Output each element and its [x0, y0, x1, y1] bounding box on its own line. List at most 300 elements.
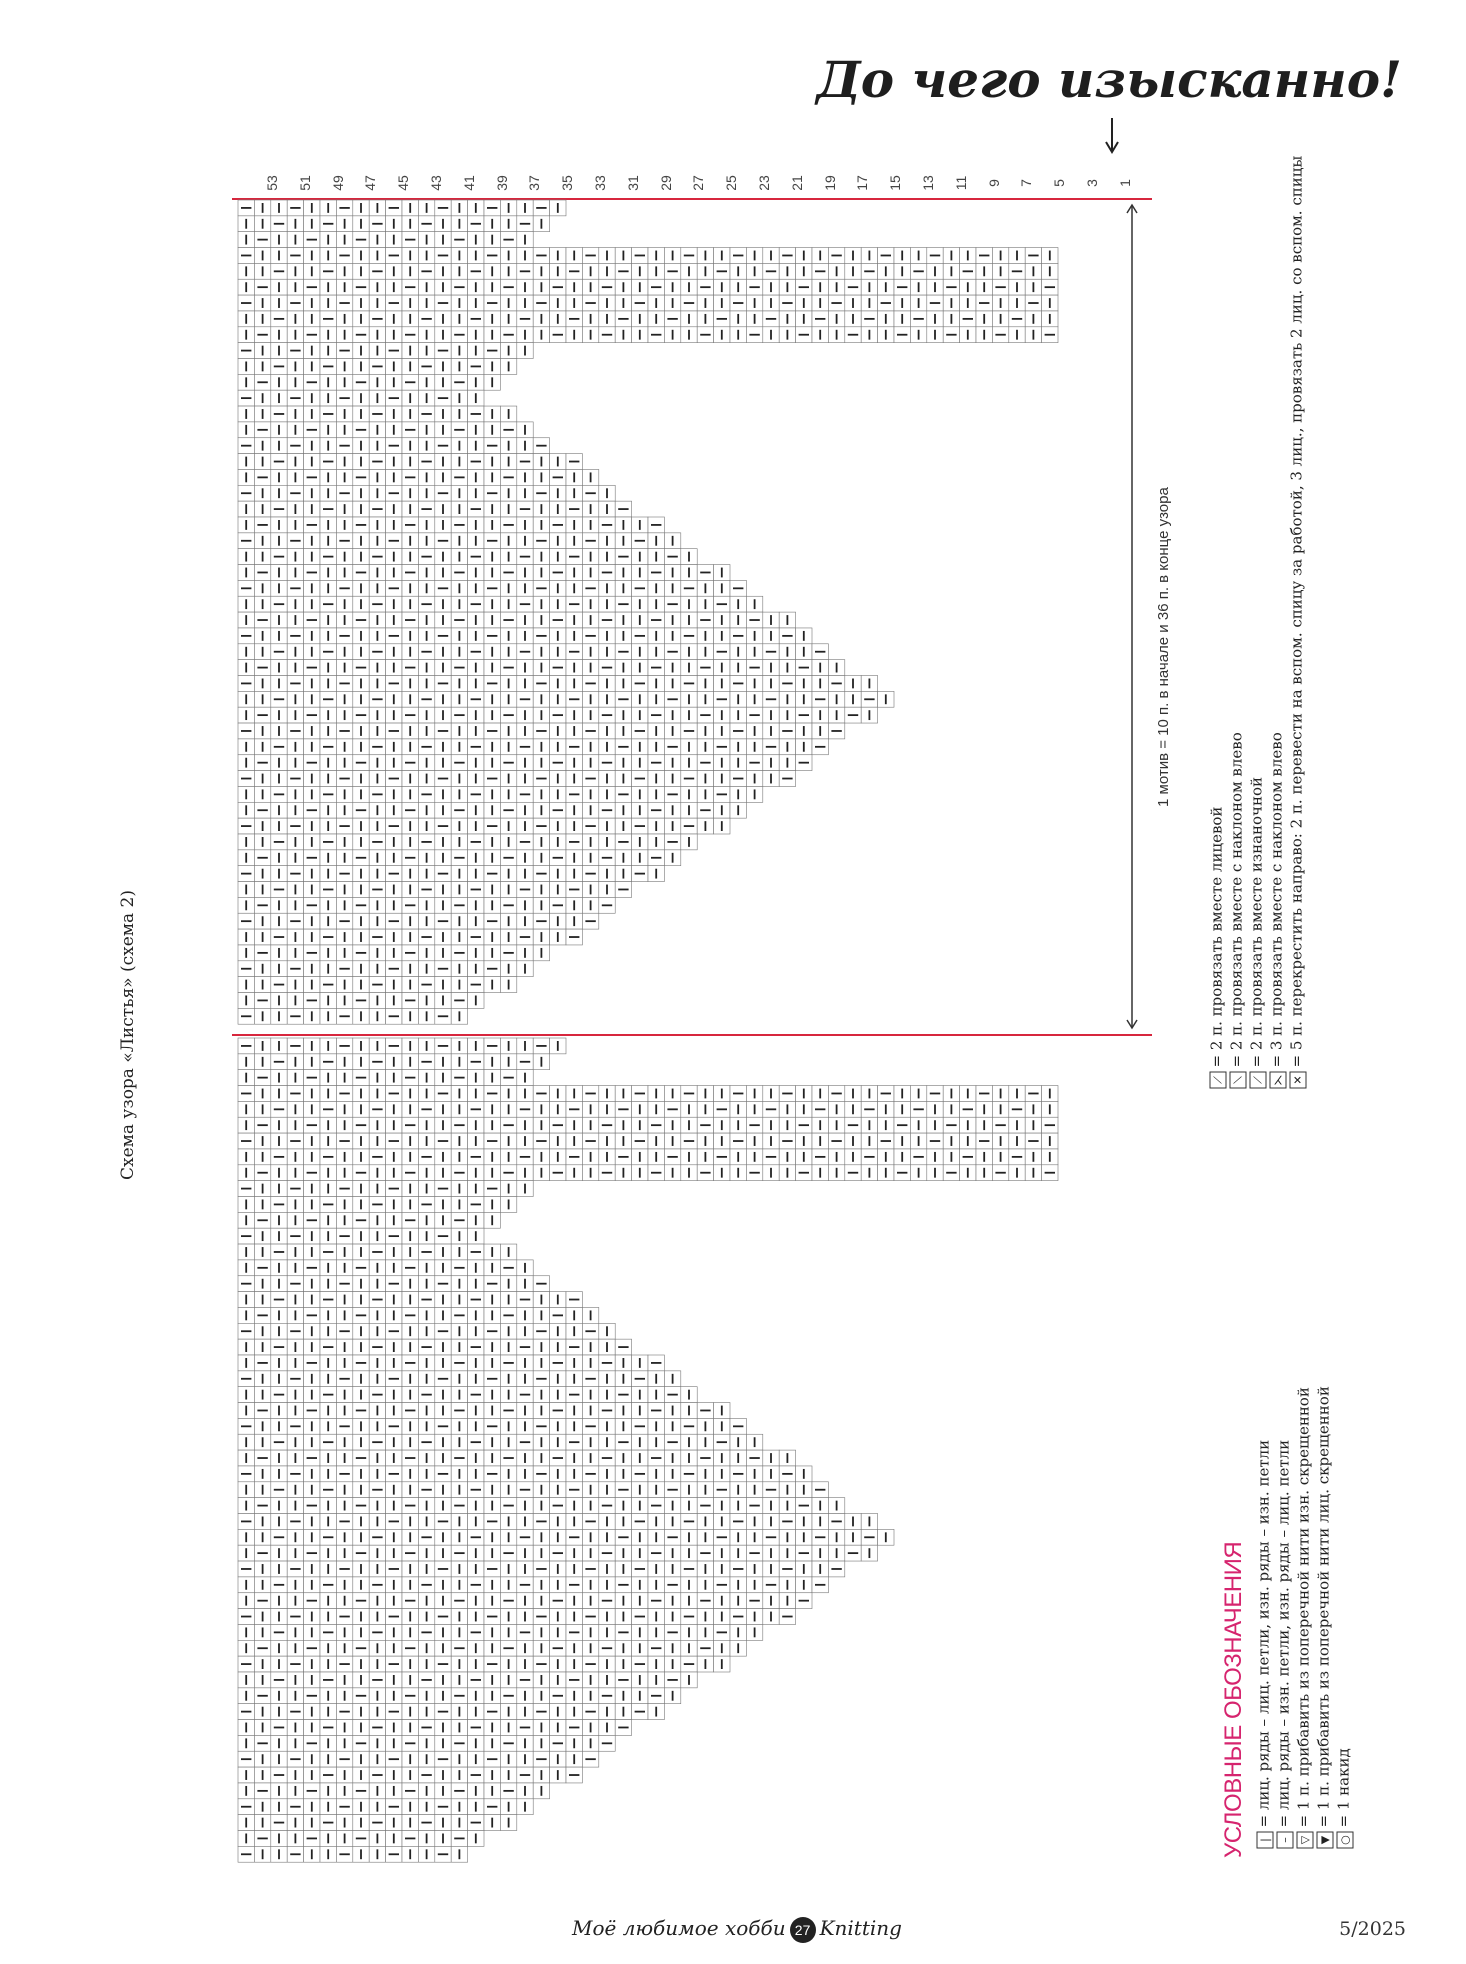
chart-cell	[369, 216, 385, 232]
chart-cell	[468, 882, 484, 898]
chart-cell	[287, 771, 303, 787]
chart-cell	[648, 1418, 664, 1434]
chart-cell	[402, 866, 418, 882]
chart-cell	[254, 1514, 270, 1530]
chart-cell	[468, 469, 484, 485]
chart-cell	[533, 1276, 549, 1292]
chart-cell	[435, 723, 451, 739]
chart-cell	[451, 691, 467, 707]
chart-cell	[615, 612, 631, 628]
chart-cell	[271, 406, 287, 422]
chart-cell	[894, 1149, 910, 1165]
chart-cell	[714, 1466, 730, 1482]
chart-cell	[500, 469, 516, 485]
chart-cell	[320, 1355, 336, 1371]
chart-cell	[451, 1149, 467, 1165]
chart-cell	[812, 1101, 828, 1117]
chart-cell	[418, 1008, 434, 1024]
chart-cell	[550, 295, 566, 311]
chart-cell	[271, 517, 287, 533]
chart-cell	[681, 1434, 697, 1450]
chart-cell	[353, 628, 369, 644]
chart-cell	[681, 1498, 697, 1514]
chart-cell	[402, 517, 418, 533]
chart-cell	[582, 676, 598, 692]
chart-cell	[468, 1450, 484, 1466]
chart-cell	[714, 596, 730, 612]
chart-cell	[1009, 311, 1025, 327]
chart-cell	[435, 691, 451, 707]
chart-cell	[271, 565, 287, 581]
chart-cell	[336, 1070, 352, 1086]
chart-cell	[336, 580, 352, 596]
chart-cell	[812, 263, 828, 279]
chart-cell	[369, 993, 385, 1009]
chart-cell	[238, 676, 254, 692]
chart-cell	[779, 1529, 795, 1545]
chart-cell	[418, 1323, 434, 1339]
chart-cell	[271, 1403, 287, 1419]
chart-cell	[451, 343, 467, 359]
chart-cell	[927, 1133, 943, 1149]
chart-cell	[796, 644, 812, 660]
chart-cell	[418, 1545, 434, 1561]
chart-cell	[828, 279, 844, 295]
chart-cell	[910, 327, 926, 343]
chart-cell	[550, 739, 566, 755]
chart-cell	[828, 691, 844, 707]
chart-cell	[763, 1498, 779, 1514]
chart-cell	[517, 818, 533, 834]
chart-cell	[878, 1529, 894, 1545]
chart-cell	[927, 248, 943, 264]
chart-cell	[550, 501, 566, 517]
chart-cell	[402, 691, 418, 707]
chart-cell	[714, 1545, 730, 1561]
chart-cell	[238, 882, 254, 898]
chart-cell	[271, 1355, 287, 1371]
chart-cell	[484, 882, 500, 898]
chart-cell	[664, 248, 680, 264]
chart-cell	[566, 469, 582, 485]
chart-cell	[599, 1086, 615, 1102]
chart-cell	[697, 596, 713, 612]
chart-cell	[566, 1117, 582, 1133]
chart-cell	[271, 1086, 287, 1102]
chart-cell	[714, 771, 730, 787]
chart-cell	[681, 771, 697, 787]
chart-cell	[1025, 1133, 1041, 1149]
chart-cell	[287, 691, 303, 707]
chart-cell	[320, 612, 336, 628]
chart-cell	[615, 1133, 631, 1149]
chart-cell	[1042, 311, 1058, 327]
chart-cell	[484, 1434, 500, 1450]
chart-cell	[500, 596, 516, 612]
chart-cell	[664, 1482, 680, 1498]
chart-cell	[238, 263, 254, 279]
chart-cell	[287, 1387, 303, 1403]
chart-cell	[254, 1466, 270, 1482]
chart-cell	[533, 248, 549, 264]
chart-cell	[664, 1514, 680, 1530]
chart-cell	[550, 1371, 566, 1387]
chart-cell	[353, 596, 369, 612]
chart-cell	[500, 866, 516, 882]
chart-cell	[304, 327, 320, 343]
chart-cell	[451, 327, 467, 343]
chart-cell	[254, 327, 270, 343]
chart-cell	[697, 1545, 713, 1561]
chart-cell	[484, 739, 500, 755]
chart-cell	[435, 1181, 451, 1197]
chart-cell	[517, 644, 533, 660]
chart-cell	[435, 1244, 451, 1260]
chart-cell	[517, 438, 533, 454]
chart-cell	[632, 248, 648, 264]
chart-cell	[287, 1228, 303, 1244]
chart-cell	[271, 200, 287, 216]
chart-cell	[599, 1418, 615, 1434]
chart-cell	[271, 1323, 287, 1339]
chart-cell	[254, 485, 270, 501]
chart-cell	[304, 771, 320, 787]
chart-cell	[369, 565, 385, 581]
chart-cell	[287, 263, 303, 279]
chart-cell	[533, 707, 549, 723]
chart-cell	[648, 565, 664, 581]
chart-cell	[369, 1070, 385, 1086]
chart-cell	[484, 422, 500, 438]
chart-cell	[418, 1181, 434, 1197]
chart-cell	[451, 660, 467, 676]
chart-cell	[730, 311, 746, 327]
chart-cell	[353, 676, 369, 692]
chart-cell	[435, 802, 451, 818]
chart-cell	[336, 771, 352, 787]
chart-cell	[714, 786, 730, 802]
chart-cell	[386, 1307, 402, 1323]
chart-cell	[861, 263, 877, 279]
chart-cell	[746, 263, 762, 279]
chart-cell	[304, 232, 320, 248]
chart-cell	[238, 1292, 254, 1308]
chart-cell	[976, 327, 992, 343]
chart-cell	[287, 1529, 303, 1545]
chart-cell	[976, 1101, 992, 1117]
chart-cell	[304, 961, 320, 977]
chart-cell	[402, 1514, 418, 1530]
chart-cell	[615, 1466, 631, 1482]
chart-cell	[254, 1086, 270, 1102]
chart-cell	[550, 596, 566, 612]
chart-cell	[254, 1276, 270, 1292]
chart-cell	[336, 1387, 352, 1403]
chart-cell	[550, 565, 566, 581]
chart-cell	[435, 1149, 451, 1165]
chart-cell	[451, 565, 467, 581]
chart-cell	[336, 1008, 352, 1024]
chart-cell	[517, 263, 533, 279]
chart-cell	[517, 612, 533, 628]
chart-cell	[484, 1165, 500, 1181]
chart-cell	[632, 1165, 648, 1181]
chart-cell	[550, 517, 566, 533]
chart-cell	[533, 1323, 549, 1339]
chart-cell	[320, 533, 336, 549]
chart-cell	[550, 1514, 566, 1530]
chart-cell	[287, 1545, 303, 1561]
chart-cell	[648, 327, 664, 343]
chart-cell	[845, 279, 861, 295]
chart-cell	[730, 279, 746, 295]
chart-cell	[681, 644, 697, 660]
chart-cell	[599, 644, 615, 660]
chart-cell	[730, 1117, 746, 1133]
chart-cell	[287, 1070, 303, 1086]
chart-cell	[697, 676, 713, 692]
chart-cell	[369, 676, 385, 692]
chart-cell	[517, 248, 533, 264]
chart-cell	[861, 295, 877, 311]
chart-cell	[714, 723, 730, 739]
chart-cell	[468, 1228, 484, 1244]
chart-cell	[369, 834, 385, 850]
chart-cell	[582, 1545, 598, 1561]
chart-cell	[369, 866, 385, 882]
chart-cell	[550, 1545, 566, 1561]
chart-cell	[353, 866, 369, 882]
chart-cell	[435, 1403, 451, 1419]
chart-cell	[336, 1054, 352, 1070]
chart-cell	[796, 691, 812, 707]
chart-cell	[500, 1371, 516, 1387]
chart-cell	[254, 771, 270, 787]
chart-cell	[812, 279, 828, 295]
chart-cell	[336, 311, 352, 327]
chart-cell	[238, 897, 254, 913]
chart-cell	[304, 1482, 320, 1498]
chart-cell	[517, 1450, 533, 1466]
chart-cell	[271, 1181, 287, 1197]
chart-cell	[402, 1387, 418, 1403]
chart-cell	[353, 691, 369, 707]
chart-cell	[238, 818, 254, 834]
chart-cell	[878, 1117, 894, 1133]
chart-cell	[681, 279, 697, 295]
chart-cell	[468, 897, 484, 913]
chart-cell	[418, 1529, 434, 1545]
chart-cell	[796, 279, 812, 295]
chart-cell	[451, 1403, 467, 1419]
chart-cell	[320, 834, 336, 850]
chart-cell	[402, 802, 418, 818]
chart-cell	[517, 1355, 533, 1371]
chart-cell	[648, 311, 664, 327]
chart-cell	[238, 866, 254, 882]
chart-cell	[386, 660, 402, 676]
chart-cell	[484, 1181, 500, 1197]
chart-cell	[271, 263, 287, 279]
chart-cell	[648, 1387, 664, 1403]
chart-cell	[402, 1181, 418, 1197]
chart-cell	[451, 771, 467, 787]
chart-cell	[845, 1529, 861, 1545]
chart-cell	[599, 1387, 615, 1403]
chart-cell	[517, 1323, 533, 1339]
chart-cell	[418, 422, 434, 438]
chart-cell	[681, 612, 697, 628]
chart-cell	[730, 1514, 746, 1530]
chart-cell	[648, 1403, 664, 1419]
chart-cell	[484, 580, 500, 596]
chart-cell	[353, 1514, 369, 1530]
chart-cell	[599, 1371, 615, 1387]
chart-cell	[451, 580, 467, 596]
chart-cell	[304, 263, 320, 279]
chart-cell	[599, 549, 615, 565]
chart-cell	[320, 676, 336, 692]
chart-cell	[468, 660, 484, 676]
chart-cell	[254, 565, 270, 581]
chart-cell	[796, 1466, 812, 1482]
chart-cell	[533, 469, 549, 485]
chart-cell	[615, 1514, 631, 1530]
chart-cell	[615, 660, 631, 676]
chart-cell	[599, 882, 615, 898]
chart-cell	[336, 850, 352, 866]
chart-cell	[681, 755, 697, 771]
chart-cell	[517, 723, 533, 739]
chart-cell	[648, 1086, 664, 1102]
chart-cell	[369, 517, 385, 533]
chart-cell	[238, 929, 254, 945]
chart-cell	[402, 771, 418, 787]
chart-cell	[451, 913, 467, 929]
chart-cell	[402, 406, 418, 422]
chart-cell	[681, 549, 697, 565]
chart-cell	[271, 533, 287, 549]
chart-cell	[566, 485, 582, 501]
chart-cell	[484, 1133, 500, 1149]
chart-cell	[254, 279, 270, 295]
chart-cell	[271, 295, 287, 311]
chart-cell	[500, 343, 516, 359]
chart-cell	[402, 580, 418, 596]
chart-cell	[533, 200, 549, 216]
chart-cell	[271, 866, 287, 882]
chart-cell	[992, 295, 1008, 311]
chart-cell	[779, 691, 795, 707]
chart-cell	[468, 1244, 484, 1260]
chart-cell	[697, 628, 713, 644]
chart-cell	[402, 1371, 418, 1387]
chart-cell	[500, 1434, 516, 1450]
chart-cell	[550, 1482, 566, 1498]
chart-cell	[451, 644, 467, 660]
chart-cell	[861, 248, 877, 264]
chart-cell	[763, 1450, 779, 1466]
chart-cell	[304, 1371, 320, 1387]
chart-cell	[500, 1117, 516, 1133]
chart-cell	[451, 786, 467, 802]
chart-cell	[386, 248, 402, 264]
chart-cell	[238, 327, 254, 343]
chart-cell	[714, 1086, 730, 1102]
chart-cell	[500, 311, 516, 327]
chart-cell	[402, 993, 418, 1009]
chart-cell	[500, 279, 516, 295]
chart-cell	[336, 200, 352, 216]
chart-cell	[566, 517, 582, 533]
chart-cell	[451, 596, 467, 612]
chart-cell	[254, 1038, 270, 1054]
chart-cell	[402, 945, 418, 961]
chart-cell	[697, 1498, 713, 1514]
chart-cell	[533, 913, 549, 929]
chart-cell	[451, 485, 467, 501]
chart-cell	[484, 517, 500, 533]
chart-cell	[435, 660, 451, 676]
chart-cell	[304, 1038, 320, 1054]
chart-cell	[336, 327, 352, 343]
chart-cell	[287, 977, 303, 993]
chart-cell	[845, 1086, 861, 1102]
chart-cell	[779, 1498, 795, 1514]
chart-cell	[566, 723, 582, 739]
chart-cell	[1009, 1117, 1025, 1133]
chart-cell	[927, 1117, 943, 1133]
chart-cell	[353, 311, 369, 327]
chart-cell	[418, 1086, 434, 1102]
chart-cell	[533, 612, 549, 628]
chart-cell	[566, 1133, 582, 1149]
chart-cell	[451, 818, 467, 834]
chart-cell	[271, 1387, 287, 1403]
chart-cell	[992, 1101, 1008, 1117]
chart-cell	[566, 248, 582, 264]
chart-cell	[320, 897, 336, 913]
chart-cell	[353, 517, 369, 533]
chart-cell	[960, 1117, 976, 1133]
chart-cell	[615, 1101, 631, 1117]
chart-cell	[271, 1514, 287, 1530]
chart-cell	[566, 628, 582, 644]
chart-cell	[369, 977, 385, 993]
chart-cell	[484, 1418, 500, 1434]
chart-cell	[796, 707, 812, 723]
chart-cell	[484, 1545, 500, 1561]
chart-cell	[271, 501, 287, 517]
chart-cell	[664, 1450, 680, 1466]
chart-cell	[500, 248, 516, 264]
chart-cell	[533, 295, 549, 311]
chart-cell	[435, 327, 451, 343]
chart-cell	[402, 1355, 418, 1371]
chart-cell	[500, 327, 516, 343]
chart-cell	[582, 295, 598, 311]
chart-cell	[468, 644, 484, 660]
chart-cell	[779, 311, 795, 327]
chart-cell	[386, 1244, 402, 1260]
chart-cell	[484, 295, 500, 311]
chart-cell	[664, 1086, 680, 1102]
chart-cell	[500, 755, 516, 771]
chart-cell	[468, 279, 484, 295]
chart-cell	[468, 1466, 484, 1482]
chart-cell	[386, 1529, 402, 1545]
chart-cell	[894, 1086, 910, 1102]
